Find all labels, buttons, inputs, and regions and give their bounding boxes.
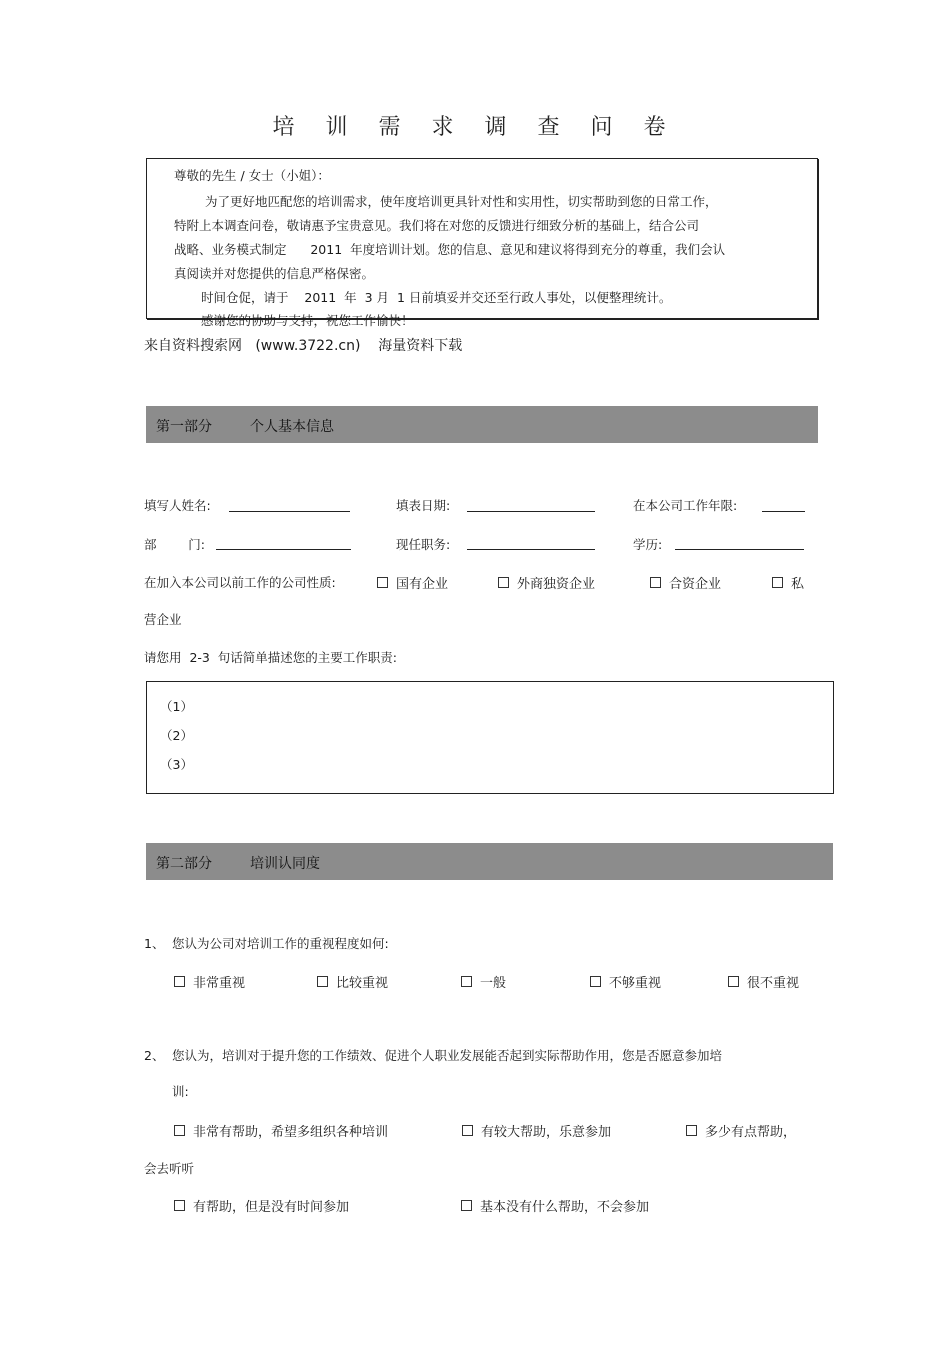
q2-text: 您认为，培训对于提升您的工作绩效、促进个人职业发展能否起到实际帮助作用，您是否愿意参加培: [172, 1048, 723, 1063]
dept-field-label: 部 门:: [144, 537, 205, 552]
company-type-option[interactable]: 外商独资企业: [498, 573, 595, 592]
checkbox-icon[interactable]: [650, 577, 661, 588]
company-type-option[interactable]: 合资企业: [650, 573, 721, 592]
q2-option[interactable]: 多少有点帮助，: [686, 1121, 796, 1140]
position-field-label: 现任职务:: [396, 537, 451, 552]
q2-option-wrap: 会去听听: [144, 1161, 195, 1176]
duty-response-box[interactable]: [146, 681, 834, 794]
q2-option[interactable]: 有较大帮助，乐意参加: [462, 1121, 611, 1140]
duty-line-2: （2）: [160, 728, 193, 743]
q1-number: 1、: [144, 936, 165, 951]
tenure-field-label: 在本公司工作年限:: [633, 498, 738, 513]
q2-text-wrap: 训:: [172, 1084, 189, 1099]
position-field-input[interactable]: [467, 549, 595, 550]
q1-option[interactable]: 非常重视: [174, 972, 245, 991]
section-2-header: [146, 843, 833, 880]
section-1-name: 个人基本信息: [250, 419, 334, 435]
duty-line-1: （1）: [160, 699, 193, 714]
checkbox-icon[interactable]: [462, 1125, 473, 1136]
intro-line-6: 感谢您的协助与支持，祝您工作愉快！: [201, 313, 414, 328]
q2-number: 2、: [144, 1048, 165, 1063]
section-1-label: 第一部分: [156, 419, 212, 435]
tenure-field-input[interactable]: [762, 511, 805, 512]
section-2-label: 第二部分: [156, 856, 212, 872]
checkbox-icon[interactable]: [590, 976, 601, 987]
prev-company-label: 在加入本公司以前工作的公司性质:: [144, 575, 336, 590]
duty-line-3: （3）: [160, 757, 193, 772]
intro-line-4: 真阅读并对您提供的信息严格保密。: [174, 266, 375, 281]
checkbox-icon[interactable]: [174, 1200, 185, 1211]
q2-option[interactable]: 有帮助，但是没有时间参加: [174, 1196, 349, 1215]
checkbox-icon[interactable]: [174, 976, 185, 987]
name-field-input[interactable]: [229, 511, 350, 512]
checkbox-icon[interactable]: [772, 577, 783, 588]
dept-field-input[interactable]: [216, 549, 351, 550]
date-field-label: 填表日期:: [396, 498, 451, 513]
q2-option[interactable]: 非常有帮助，希望多组织各种培训: [174, 1121, 388, 1140]
q1-option[interactable]: 一般: [461, 972, 506, 991]
section-1-header: [146, 406, 818, 443]
checkbox-icon[interactable]: [461, 976, 472, 987]
intro-line-5: 时间仓促，请于 2011 年 3 月 1 日前填妥并交还至行政人事处，以便整理统计。: [201, 290, 672, 305]
date-field-input[interactable]: [467, 511, 595, 512]
q1-option[interactable]: 不够重视: [590, 972, 661, 991]
q1-text: 您认为公司对培训工作的重视程度如何:: [172, 936, 389, 951]
company-type-wrap: 营企业: [144, 612, 182, 627]
q1-option[interactable]: 很不重视: [728, 972, 799, 991]
checkbox-icon[interactable]: [317, 976, 328, 987]
intro-line-1: 为了更好地匹配您的培训需求，使年度培训更具针对性和实用性，切实帮助到您的日常工作，: [205, 194, 718, 209]
checkbox-icon[interactable]: [728, 976, 739, 987]
education-field-label: 学历:: [633, 537, 663, 552]
section-2-name: 培训认同度: [250, 856, 320, 872]
page-title: 培 训 需 求 调 查 问 卷: [272, 115, 678, 140]
q1-option[interactable]: 比较重视: [317, 972, 388, 991]
intro-salutation: 尊敬的先生 / 女士（小姐）：: [174, 168, 330, 183]
source-line: 来自资料搜索网 (www.3722.cn) 海量资料下载: [144, 338, 463, 354]
company-type-option[interactable]: 私: [772, 573, 804, 592]
education-field-input[interactable]: [675, 549, 804, 550]
name-field-label: 填写人姓名:: [144, 498, 211, 513]
checkbox-icon[interactable]: [461, 1200, 472, 1211]
company-type-option[interactable]: 国有企业: [377, 573, 448, 592]
checkbox-icon[interactable]: [498, 577, 509, 588]
q2-option[interactable]: 基本没有什么帮助，不会参加: [461, 1196, 649, 1215]
intro-line-3: 战略、业务模式制定 2011 年度培训计划。您的信息、意见和建议将得到充分的尊重，我们会认: [174, 242, 726, 257]
checkbox-icon[interactable]: [174, 1125, 185, 1136]
checkbox-icon[interactable]: [686, 1125, 697, 1136]
duty-prompt: 请您用 2-3 句话简单描述您的主要工作职责:: [144, 650, 398, 665]
checkbox-icon[interactable]: [377, 577, 388, 588]
intro-line-2: 特附上本调查问卷，敬请惠予宝贵意见。我们将在对您的反馈进行细致分析的基础上，结合公司: [174, 218, 700, 233]
